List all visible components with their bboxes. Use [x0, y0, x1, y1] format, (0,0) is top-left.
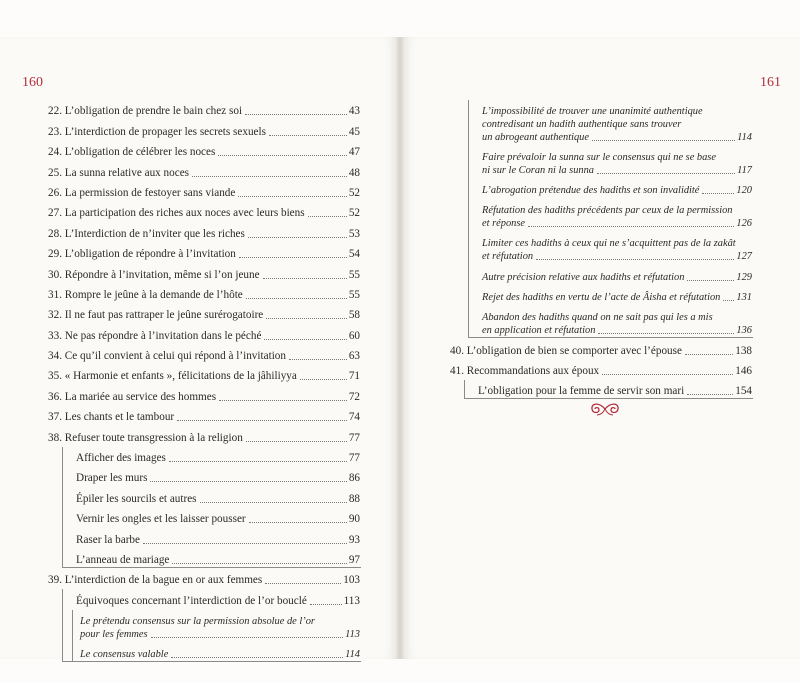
- toc-page-number: 77: [348, 431, 360, 444]
- toc-entry-title: 27. La participation des riches aux noces avec leurs biens: [48, 207, 305, 220]
- toc-leader-dots: [192, 176, 347, 177]
- toc-page-number: 113: [345, 628, 360, 640]
- toc-section-bracket: [464, 380, 753, 399]
- toc-page-number: 146: [735, 364, 752, 377]
- toc-entry: [48, 424, 360, 444]
- toc-entry: [48, 261, 360, 281]
- toc-page-number: 55: [348, 268, 360, 281]
- toc-leader-dots: [300, 379, 347, 380]
- toc-entry-title: 32. Il ne faut pas rattraper le jeûne surérogatoire: [48, 309, 264, 322]
- toc-entry-title: Épiler les sourcils et autres: [76, 492, 197, 505]
- toc-entry-title: L’abrogation prétendue des hadiths et son invalidité: [482, 185, 700, 197]
- toc-page-number: 52: [348, 186, 360, 199]
- toc-entry: [48, 200, 360, 220]
- toc-entry: [48, 363, 360, 383]
- toc-entry-title: Afficher des images: [76, 452, 166, 465]
- toc-entry-title: Le consensus valable: [80, 649, 169, 661]
- toc-page-number: 43: [348, 105, 360, 118]
- toc-page-number: 52: [348, 207, 360, 220]
- toc-entry: [48, 282, 360, 302]
- toc-entry-title: L’anneau de mariage: [76, 553, 170, 566]
- toc-page-number: 90: [348, 513, 360, 526]
- toc-page-number: 120: [736, 185, 752, 197]
- toc-leader-dots: [289, 359, 347, 360]
- toc-leader-dots: [245, 114, 347, 115]
- page-number-left: 160: [22, 75, 43, 90]
- toc-page-number: 58: [348, 309, 360, 322]
- toc-page-number: 114: [345, 649, 360, 661]
- toc-right-column: [450, 98, 752, 398]
- toc-page-number: 114: [737, 132, 752, 143]
- toc-leader-dots: [265, 583, 341, 584]
- toc-entry-title: L’obligation pour la femme de servir son mari: [478, 385, 685, 398]
- toc-entry-title: 24. L’obligation de célébrer les noces: [48, 146, 216, 159]
- toc-entry-title: 37. Les chants et le tambour: [48, 411, 175, 424]
- toc-entry: [48, 139, 360, 159]
- toc-entry: [450, 358, 752, 378]
- toc-page-number: 93: [348, 533, 360, 546]
- toc-leader-dots: [602, 374, 733, 375]
- toc-leader-dots: [685, 354, 733, 355]
- toc-leader-dots: [308, 216, 347, 217]
- toc-page-number: 129: [736, 271, 752, 283]
- page-number-right: 161: [760, 75, 781, 90]
- toc-entry-title: 36. La mariée au service des hommes: [48, 390, 217, 403]
- toc-section-bracket: [72, 610, 361, 662]
- toc-entry-title: 29. L’obligation de répondre à l’invitation: [48, 248, 236, 261]
- toc-page-number: 154: [735, 385, 752, 398]
- toc-entry-title-line: Réfutation des hadiths précédents par ceux de la permission: [482, 205, 733, 217]
- toc-entry-title: 22. L’obligation de prendre le bain chez soi: [48, 105, 243, 118]
- toc-entry-title-line: et réponse: [482, 218, 525, 230]
- toc-entry-title: 23. L’interdiction de propager les secrets sexuels: [48, 125, 266, 138]
- toc-page-number: 74: [348, 411, 360, 424]
- toc-entry: [48, 159, 360, 179]
- toc-entry-title: 33. Ne pas répondre à l’invitation dans le péché: [48, 329, 262, 342]
- toc-entry-title-line: ni sur le Coran ni la sunna: [482, 165, 594, 176]
- toc-entry-title: 31. Rompre le jeûne à la demande de l’hôte: [48, 288, 243, 301]
- toc-entry: [48, 98, 360, 118]
- toc-entry-title: 40. L’obligation de bien se comporter avec l’épouse: [450, 344, 682, 357]
- toc-page-number: 88: [348, 492, 360, 505]
- toc-leader-dots: [248, 237, 347, 238]
- toc-entry-title: 39. L’interdiction de la bague en or aux femmes: [48, 574, 263, 587]
- toc-entry: [48, 567, 360, 587]
- toc-entry-title: Équivoques concernant l’interdiction de l’or bouclé: [76, 594, 307, 607]
- toc-leader-dots: [266, 318, 347, 319]
- toc-page-number: 48: [348, 166, 360, 179]
- toc-leader-dots: [264, 339, 346, 340]
- toc-entry-title-line: Abandon des hadiths quand on ne sait pas qui les a mis: [482, 312, 713, 324]
- toc-entry-title-line: Le prétendu consensus sur la permission absolue de l’or: [80, 615, 315, 627]
- toc-page-number: 131: [736, 292, 752, 304]
- toc-entry: [48, 241, 360, 261]
- toc-entry-title: 34. Ce qu’il convient à celui qui répond à l’invitation: [48, 350, 286, 363]
- toc-page-number: 113: [343, 594, 360, 607]
- toc-entry: [48, 322, 360, 342]
- toc-page-number: 117: [737, 165, 752, 176]
- toc-entry: [48, 118, 360, 138]
- toc-entry-title: Draper les murs: [76, 472, 148, 485]
- fleuron-ornament-icon: [585, 401, 625, 417]
- book-gutter: [396, 37, 404, 659]
- toc-entry-title-line: et réfutation: [482, 251, 534, 263]
- toc-page-number: 136: [736, 325, 752, 337]
- toc-entry-title-line: en application et réfutation: [482, 325, 596, 337]
- toc-leader-dots: [246, 441, 347, 442]
- toc-entry-title: 35. « Harmonie et enfants », félicitations de la jâhiliyya: [48, 370, 297, 383]
- toc-page-number: 126: [736, 218, 752, 230]
- toc-leader-dots: [218, 155, 346, 156]
- toc-entry-title: Rejet des hadiths en vertu de l’acte de Âisha et réfutation: [482, 292, 721, 304]
- toc-entry-title: 28. L’Interdiction de n’inviter que les riches: [48, 227, 245, 240]
- toc-entry-title: 38. Refuser toute transgression à la religion: [48, 431, 243, 444]
- toc-entry: [450, 337, 752, 357]
- toc-page-number: 54: [348, 248, 360, 261]
- toc-entry-title: 25. La sunna relative aux noces: [48, 166, 190, 179]
- toc-entry-title-line: Limiter ces hadiths à ceux qui ne s’acquittent pas de la zakât: [482, 238, 736, 250]
- toc-leader-dots: [239, 257, 347, 258]
- toc-entry: [48, 302, 360, 322]
- toc-leader-dots: [269, 135, 347, 136]
- toc-page-number: 72: [348, 390, 360, 403]
- toc-section-bracket: [468, 100, 753, 338]
- toc-entry: [48, 180, 360, 200]
- toc-page-number: 86: [348, 472, 360, 485]
- toc-entry: [48, 220, 360, 240]
- toc-entry-title-line: contredisant un hadith authentique sans trouver: [482, 119, 682, 130]
- toc-entry: [48, 404, 360, 424]
- toc-entry-title-line: L’impossibilité de trouver une unanimité authentique: [482, 106, 703, 117]
- toc-entry-title: 26. La permission de festoyer sans viande: [48, 186, 236, 199]
- toc-entry: [48, 343, 360, 363]
- toc-entry-title: Raser la barbe: [76, 533, 140, 546]
- toc-leader-dots: [238, 196, 346, 197]
- toc-page-number: 127: [736, 251, 752, 263]
- toc-entry: [48, 383, 360, 403]
- toc-page-number: 53: [348, 227, 360, 240]
- toc-page-number: 97: [348, 553, 360, 566]
- toc-left-column: [48, 98, 360, 661]
- toc-entry-title-line: Faire prévaloir la sunna sur le consensus qui ne se base: [482, 152, 716, 163]
- toc-page-number: 63: [348, 350, 360, 363]
- toc-page-number: 103: [343, 574, 360, 587]
- toc-entry-title: Autre précision relative aux hadiths et réfutation: [482, 271, 685, 283]
- toc-page-number: 138: [735, 344, 752, 357]
- toc-page-number: 71: [348, 370, 360, 383]
- toc-leader-dots: [246, 298, 347, 299]
- toc-page-number: 77: [348, 452, 360, 465]
- toc-entry-title: Vernir les ongles et les laisser pousser: [76, 513, 246, 526]
- toc-page-number: 45: [348, 125, 360, 138]
- toc-section-bracket: [62, 447, 361, 568]
- toc-leader-dots: [263, 278, 347, 279]
- toc-page-number: 55: [348, 288, 360, 301]
- toc-leader-dots: [177, 420, 347, 421]
- toc-leader-dots: [219, 400, 347, 401]
- toc-entry-title: 30. Répondre à l’invitation, même si l’on jeune: [48, 268, 260, 281]
- toc-entry-title-line: pour les femmes: [80, 628, 148, 640]
- toc-page-number: 60: [348, 329, 360, 342]
- toc-entry-title: 41. Recommandations aux époux: [450, 364, 600, 377]
- toc-page-number: 47: [348, 146, 360, 159]
- toc-entry-title-line: un abrogeant authentique: [482, 132, 589, 143]
